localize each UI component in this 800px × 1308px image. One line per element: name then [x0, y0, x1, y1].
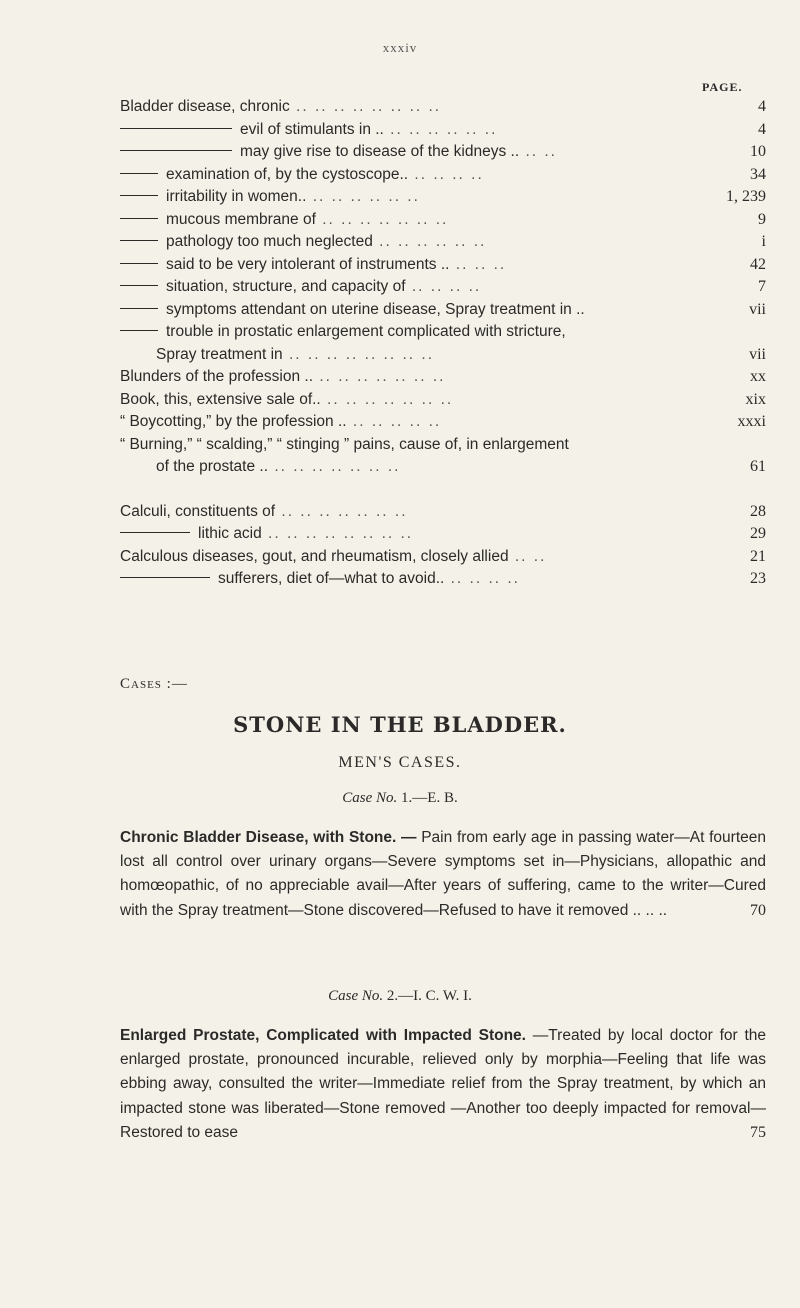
entry-text: sufferers, diet of—what to avoid.. [218, 570, 445, 587]
ditto-dash [120, 128, 232, 129]
leader-dots: .. .. .. .. .. .. .. .. [289, 98, 442, 115]
index-entry [120, 434, 766, 457]
leader-dots: .. .. .. .. .. .. [372, 233, 487, 250]
case-label: Case No. [342, 790, 398, 806]
ditto-dash [120, 532, 190, 533]
entry-text: pathology too much neglected [166, 233, 373, 250]
ditto-dash [120, 308, 158, 309]
entry-text: evil of stimulants in .. [240, 120, 384, 138]
leader-dots: .. .. .. .. [405, 278, 482, 295]
index-entry [120, 209, 766, 232]
entry-text: situation, structure, and capacity of [166, 278, 406, 295]
sub-title: MEN'S CASES. [338, 754, 462, 771]
ditto-dash [120, 263, 158, 264]
case-lead: Chronic Bladder Disease, with Stone. — [120, 829, 417, 846]
index-entry [120, 411, 766, 434]
entry-page-number: vii [749, 300, 766, 318]
index-entry [120, 456, 766, 479]
cases-label: Cases :— [120, 676, 188, 692]
leader-dots: .. .. .. .. .. .. .. [320, 390, 454, 408]
entry-page-number: 61 [750, 458, 766, 475]
leader-dots: .. .. .. .. .. .. [383, 120, 498, 138]
leader-dots: .. .. .. .. .. [346, 413, 442, 430]
case-summary-2 [120, 1024, 766, 1145]
case-id: 2.—I. C. W. I. [386, 988, 472, 1004]
entry-page-number: 21 [750, 547, 766, 565]
case-number-2 [0, 988, 800, 1005]
index-entry [120, 501, 766, 524]
case-body: Pain from early age in passing water—At fourteen lost all control over urinary organs—Severe symptoms set in—Physicians, allopathic and homœopathic, of no appreciable avail—After years of suffering, came to the writer—Cured with the Spray treatment—Stone discovered—Refused to have it removed .. .. .. [120, 829, 766, 919]
case-body: —Treated by local doctor for the enlarged prostate, pronounced incurable, relieved only by morphia—Feeling that life was ebbing away, consulted the writer—Immediate relief from the Spray treatment, by which an impacted stone was liberated—Stone removed —Another too deeply impacted for removal—Restored to ease [120, 1027, 766, 1141]
index-entry [120, 119, 766, 142]
ditto-dash [120, 285, 158, 286]
page-column-header: PAGE. [702, 80, 743, 94]
case-id: 1.—E. B. [401, 790, 458, 806]
case-label: Case No. [328, 988, 384, 1004]
ditto-dash [120, 218, 158, 219]
index-entry [120, 366, 766, 389]
index-entry [120, 254, 766, 277]
leader-dots: .. .. .. .. .. .. .. [268, 458, 401, 475]
ditto-dash [120, 150, 232, 151]
ditto-dash [120, 195, 158, 196]
index-entry [120, 568, 766, 591]
leader-dots: .. .. .. .. [408, 165, 484, 183]
entry-page-number: xx [750, 368, 766, 385]
entry-text: said to be very intolerant of instruments .. [166, 255, 450, 273]
entry-page-number: 9 [758, 210, 766, 228]
leader-dots: .. .. .. .. .. .. .. [275, 502, 408, 520]
entry-page-number: 29 [750, 525, 766, 542]
entry-page-number: 23 [750, 570, 766, 587]
entry-page-number: 10 [750, 143, 766, 160]
entry-text: Book, this, extensive sale of.. [120, 390, 321, 408]
case-page-ref: 75 [750, 1123, 766, 1141]
entry-text: trouble in prostatic enlargement complicated with stricture, [166, 323, 566, 340]
entry-page-number: 34 [750, 165, 766, 183]
leader-dots: .. .. .. .. .. .. .. .. [282, 345, 435, 363]
section-title: STONE IN THE BLADDER. [233, 712, 567, 737]
leader-dots: .. .. .. .. .. .. .. [315, 210, 449, 228]
entry-page-number: 1, 239 [726, 188, 766, 205]
entry-page-number: 42 [750, 255, 766, 273]
index-entry [120, 523, 766, 546]
entry-text: Calculous diseases, gout, and rheumatism, closely allied [120, 547, 509, 565]
index-entry [120, 344, 766, 367]
entry-text: Spray treatment in [156, 345, 283, 363]
index-entry [120, 299, 766, 322]
index-entry [120, 96, 766, 119]
leader-dots: .. .. [519, 143, 557, 160]
case-lead: Enlarged Prostate, Complicated with Impacted Stone. [120, 1027, 526, 1044]
entry-page-number: i [761, 233, 766, 250]
index-entry [120, 276, 766, 299]
section-gap [120, 479, 766, 501]
entry-text: “ Burning,” “ scalding,” “ stinging ” pains, cause of, in enlargement [120, 435, 569, 453]
entry-page-number: 28 [750, 502, 766, 520]
entry-text: examination of, by the cystoscope.. [166, 165, 409, 183]
case-page-ref: 70 [750, 901, 766, 919]
page-number: xxxiv [382, 40, 418, 55]
leader-dots: .. .. [508, 547, 547, 565]
index-entry [120, 546, 766, 569]
entry-text: Blunders of the profession .. [120, 368, 314, 385]
entry-page-number: 4 [758, 98, 766, 115]
entry-page-number: xix [745, 390, 766, 408]
leader-dots: .. .. .. .. .. .. .. .. [261, 525, 414, 542]
index-entry [120, 321, 766, 344]
index-entry [120, 141, 766, 164]
case-summary-1 [120, 826, 766, 923]
entry-text: may give rise to disease of the kidneys .. [240, 143, 520, 160]
ditto-dash [120, 577, 210, 578]
entry-page-number: 4 [758, 120, 766, 138]
ditto-dash [120, 330, 158, 331]
leader-dots: .. .. .. [449, 255, 507, 273]
case-number-1 [0, 790, 800, 807]
entry-text: Calculi, constituents of [120, 502, 276, 520]
entry-page-number: 7 [758, 278, 766, 295]
entry-text: “ Boycotting,” by the profession .. [120, 413, 347, 430]
entry-page-number: vii [749, 345, 766, 363]
entry-text: irritability in women.. [166, 188, 307, 205]
leader-dots: .. .. .. .. [444, 570, 520, 587]
ditto-dash [120, 173, 158, 174]
entry-text: of the prostate .. [156, 458, 269, 475]
entry-page-number: xxxi [737, 413, 766, 430]
index-entry [120, 231, 766, 254]
leader-dots: .. .. .. .. .. .. [306, 188, 420, 205]
leader-dots: .. .. .. .. .. .. .. [313, 368, 446, 385]
entry-text: Bladder disease, chronic [120, 98, 290, 115]
ditto-dash [120, 240, 158, 241]
index-entry [120, 389, 766, 412]
entry-text: symptoms attendant on uterine disease, Spray treatment in .. [166, 300, 585, 318]
index-entry [120, 186, 766, 209]
index-entries [120, 96, 766, 591]
index-entry [120, 164, 766, 187]
entry-text: lithic acid [198, 525, 262, 542]
entry-text: mucous membrane of [166, 210, 316, 228]
